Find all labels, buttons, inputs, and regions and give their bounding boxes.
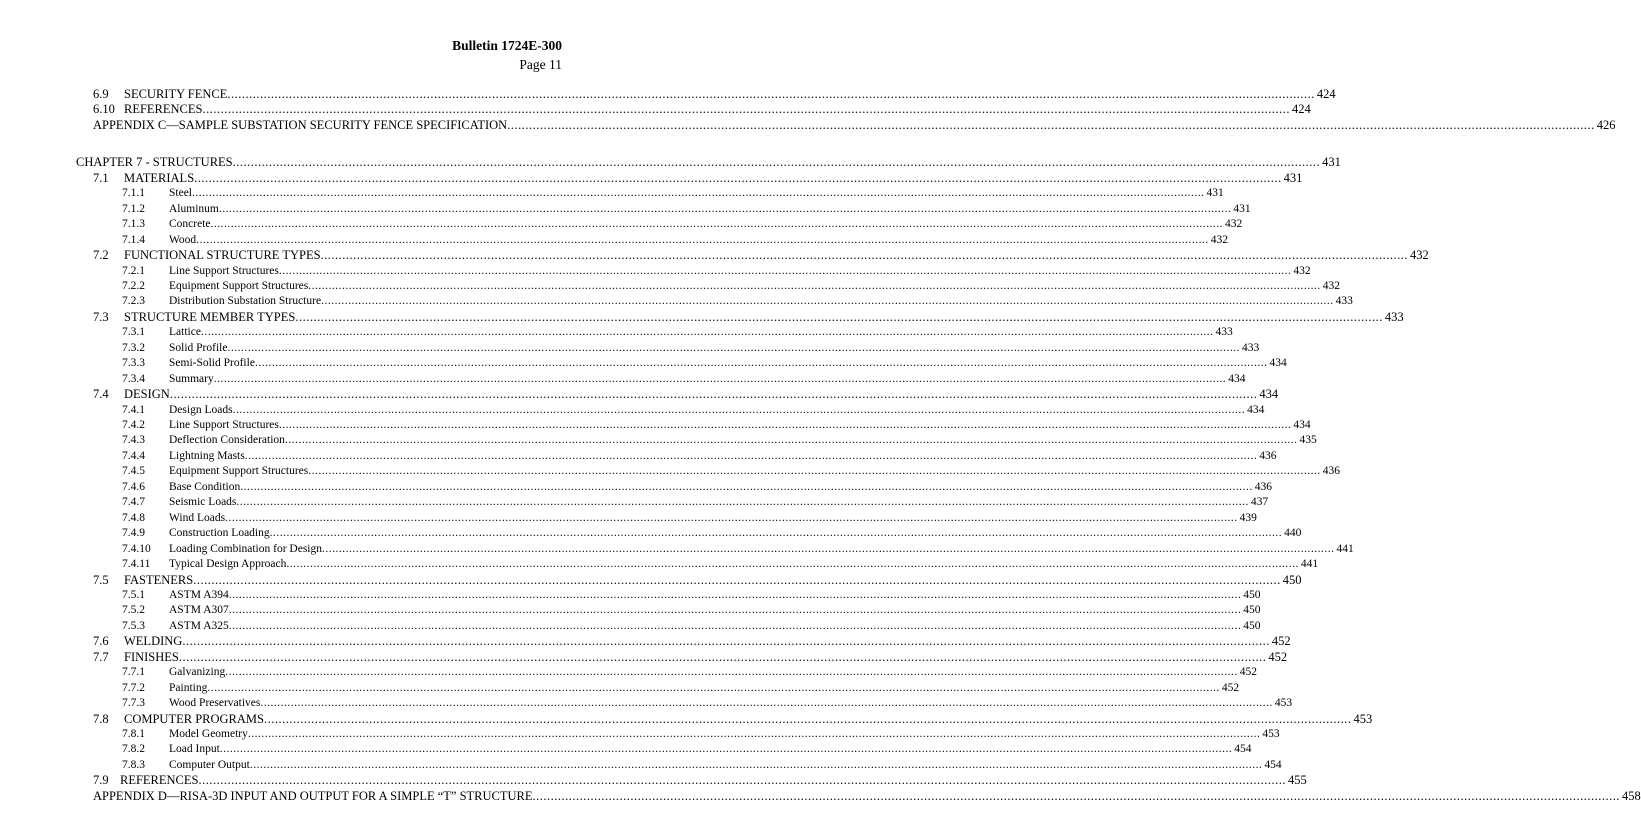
leader-dots: ............................................................................................................................................................................................................................................................................................................ <box>260 697 1273 710</box>
leader-dots: ............................................................................................................................................................................................................................................................................................................ <box>322 542 1335 555</box>
toc-title[interactable]: FASTENERS <box>124 572 194 587</box>
toc-number: 7.4.8 <box>122 511 145 524</box>
toc-number: 7.4.11 <box>122 558 151 571</box>
toc-page-number: 436 <box>1322 465 1341 478</box>
toc-title[interactable]: Concrete <box>169 218 211 231</box>
toc-row <box>0 232 1228 248</box>
toc-row <box>0 101 1311 117</box>
toc-row <box>0 86 1336 102</box>
toc-number: 7.1.2 <box>122 202 145 215</box>
leader-dots: ............................................................................................................................................................................................................................................................................................................ <box>196 233 1209 246</box>
toc-page-number: 426 <box>1596 117 1616 132</box>
leader-dots: ............................................................................................................................................................................................................................................................................................................ <box>532 788 1621 803</box>
toc-row <box>0 170 1303 186</box>
toc-number: 7.4.5 <box>122 465 145 478</box>
toc-title[interactable]: Galvanizing <box>169 666 226 679</box>
toc-number: 7.7.1 <box>122 666 145 679</box>
toc-title[interactable]: ASTM A325 <box>169 619 229 632</box>
toc-number: 7.7.3 <box>122 697 145 710</box>
toc-row <box>0 402 1265 418</box>
leader-dots: ............................................................................................................................................................................................................................................................................................................ <box>219 743 1233 756</box>
toc-title[interactable]: Aluminum <box>169 202 219 215</box>
leader-dots: ............................................................................................................................................................................................................................................................................................................ <box>225 666 1238 679</box>
leader-dots: ............................................................................................................................................................................................................................................................................................................ <box>169 387 1258 402</box>
leader-dots: ............................................................................................................................................................................................................................................................................................................ <box>225 511 1238 524</box>
toc-page-number: 431 <box>1283 170 1303 185</box>
toc-page-number: 450 <box>1243 604 1261 617</box>
leader-dots: ............................................................................................................................................................................................................................................................................................................ <box>218 202 1232 215</box>
leader-dots: ............................................................................................................................................................................................................................................................................................................ <box>213 372 1227 385</box>
toc-title[interactable]: APPENDIX C—SAMPLE SUBSTATION SECURITY FENCE SPECIFICATION <box>93 117 508 132</box>
toc-title[interactable]: Semi-Solid Profile <box>169 357 255 370</box>
leader-dots: ............................................................................................................................................................................................................................................................................................................ <box>308 279 1321 292</box>
toc-page-number: 452 <box>1221 681 1240 694</box>
toc-row <box>0 278 1341 294</box>
toc-row <box>0 602 1261 618</box>
toc-title[interactable]: Seismic Loads <box>169 496 237 509</box>
page-number: Page 11 <box>519 57 562 72</box>
bulletin-number: Bulletin 1724E-300 <box>452 38 562 53</box>
toc-title[interactable]: APPENDIX D—RISA-3D INPUT AND OUTPUT FOR A SIMPLE “T” STRUCTURE <box>93 788 533 803</box>
leader-dots: ............................................................................................................................................................................................................................................................................................................ <box>286 558 1299 571</box>
toc-page-number: 434 <box>1269 357 1287 370</box>
toc-row <box>0 618 1261 634</box>
toc-row <box>0 726 1280 742</box>
toc-page-number: 433 <box>1241 341 1260 354</box>
toc-title[interactable]: Base Condition <box>169 480 241 493</box>
toc-number: 7.4.3 <box>122 434 145 447</box>
toc-page-number: 432 <box>1210 233 1228 246</box>
toc-page-number: 436 <box>1254 480 1272 493</box>
toc-row <box>0 695 1293 711</box>
toc-row <box>0 201 1251 217</box>
leader-dots: ............................................................................................................................................................................................................................................................................................................ <box>200 326 1214 339</box>
toc-row <box>0 117 1616 133</box>
toc-page-number: 434 <box>1247 403 1265 416</box>
leader-dots: ............................................................................................................................................................................................................................................................................................................ <box>228 604 1242 617</box>
toc-number: 7.3.2 <box>122 341 145 354</box>
toc-title[interactable]: WELDING <box>124 634 183 649</box>
toc-number: 7.5.3 <box>122 619 145 632</box>
toc-title[interactable]: FUNCTIONAL STRUCTURE TYPES <box>124 248 321 263</box>
toc-page-number: 440 <box>1284 527 1302 540</box>
toc-row <box>0 757 1282 773</box>
toc-number: 7.5 <box>93 572 109 587</box>
toc-number: 7.8 <box>93 711 109 726</box>
toc-title[interactable]: Distribution Substation Structure <box>169 295 322 308</box>
leader-dots: ............................................................................................................................................................................................................................................................................................................ <box>232 155 1321 170</box>
toc-row <box>0 772 1307 788</box>
leader-dots: ............................................................................................................................................................................................................................................................................................................ <box>202 102 1290 117</box>
leader-dots: ............................................................................................................................................................................................................................................................................................................ <box>247 728 1261 740</box>
leader-dots: ............................................................................................................................................................................................................................................................................................................ <box>198 773 1286 788</box>
leader-dots: ............................................................................................................................................................................................................................................................................................................ <box>228 619 1242 632</box>
toc-title[interactable]: Deflection Consideration <box>169 434 285 447</box>
toc-number: 6.10 <box>93 102 115 117</box>
toc-page-number: 450 <box>1282 572 1302 587</box>
toc-row <box>0 216 1243 232</box>
toc-row <box>0 355 1287 371</box>
toc-page-number: 450 <box>1243 619 1261 632</box>
toc-page-number: 432 <box>1293 264 1311 277</box>
toc-title[interactable]: DESIGN <box>124 387 170 402</box>
toc-row <box>0 479 1272 495</box>
toc-number: 7.8.1 <box>122 728 145 740</box>
toc-page-number: 441 <box>1300 558 1319 571</box>
toc-number: 7.2.3 <box>122 295 145 308</box>
toc-row <box>0 448 1277 464</box>
toc-row <box>0 572 1302 588</box>
toc-number: 7.2.1 <box>122 264 145 277</box>
toc-row <box>0 494 1269 510</box>
toc-row <box>0 263 1311 279</box>
toc-page-number: 431 <box>1233 202 1251 215</box>
toc-number: 7.9 <box>93 773 109 788</box>
toc-page-number: 453 <box>1353 711 1373 726</box>
leader-dots: ............................................................................................................................................................................................................................................................................................................ <box>192 187 1205 200</box>
toc-page-number: 453 <box>1274 697 1293 710</box>
toc-title[interactable]: Wind Loads <box>169 511 226 524</box>
leader-dots: ............................................................................................................................................................................................................................................................................................................ <box>207 681 1220 694</box>
toc-number: 7.8.2 <box>122 743 145 756</box>
toc-number: 7.1.1 <box>122 187 145 200</box>
toc-row <box>0 741 1252 757</box>
leader-dots: ............................................................................................................................................................................................................................................................................................................ <box>236 496 1249 509</box>
toc-page-number: 433 <box>1215 326 1233 339</box>
leader-dots: ............................................................................................................................................................................................................................................................................................................ <box>227 341 1240 354</box>
toc-number: 7.3.1 <box>122 326 145 339</box>
toc-row <box>0 680 1240 696</box>
toc-row <box>0 340 1260 356</box>
toc-title[interactable]: CHAPTER 7 - STRUCTURES <box>76 155 233 170</box>
leader-dots: ............................................................................................................................................................................................................................................................................................................ <box>295 309 1383 324</box>
toc-page-number: 433 <box>1335 295 1353 308</box>
toc-number: 7.4.6 <box>122 480 145 493</box>
leader-dots: ............................................................................................................................................................................................................................................................................................................ <box>227 87 1315 101</box>
toc-title[interactable]: Typical Design Approach <box>169 558 287 571</box>
toc-title[interactable]: Steel <box>169 187 192 200</box>
leader-dots: ............................................................................................................................................................................................................................................................................................................ <box>193 572 1281 587</box>
toc-title[interactable]: Equipment Support Structures <box>169 279 309 292</box>
leader-dots: ............................................................................................................................................................................................................................................................................................................ <box>194 170 1282 185</box>
leader-dots: ............................................................................................................................................................................................................................................................................................................ <box>320 248 1409 263</box>
leader-dots: ............................................................................................................................................................................................................................................................................................................ <box>240 480 1253 493</box>
toc-row <box>0 324 1233 340</box>
toc-page-number: 434 <box>1259 387 1279 402</box>
leader-dots: ............................................................................................................................................................................................................................................................................................................ <box>321 295 1334 308</box>
leader-dots: ............................................................................................................................................................................................................................................................................................................ <box>182 634 1270 649</box>
toc-page-number: 424 <box>1292 102 1311 117</box>
toc-row <box>0 541 1354 557</box>
toc-row <box>0 371 1246 387</box>
toc-number: 6.9 <box>93 87 109 101</box>
toc-number: 7.4.4 <box>122 449 145 462</box>
leader-dots: ............................................................................................................................................................................................................................................................................................................ <box>284 434 1298 447</box>
toc-page-number: 452 <box>1271 634 1291 649</box>
toc-page-number: 436 <box>1259 449 1277 462</box>
toc-row <box>0 417 1311 433</box>
toc-row <box>0 587 1261 603</box>
toc-number: 7.4.7 <box>122 496 145 509</box>
toc-title[interactable]: SECURITY FENCE <box>124 87 228 101</box>
toc-title[interactable]: COMPUTER PROGRAMS <box>124 711 264 726</box>
toc-title[interactable]: Solid Profile <box>169 341 228 354</box>
leader-dots: ............................................................................................................................................................................................................................................................................................................ <box>269 527 1283 540</box>
leader-dots: ............................................................................................................................................................................................................................................................................................................ <box>278 264 1292 277</box>
toc-title[interactable]: FINISHES <box>124 649 179 664</box>
toc-title[interactable]: REFERENCES <box>120 773 199 788</box>
toc-number: 7.2 <box>93 248 109 263</box>
toc-row <box>0 185 1224 201</box>
leader-dots: ............................................................................................................................................................................................................................................................................................................ <box>507 117 1595 132</box>
toc-title[interactable]: Wood Preservatives <box>169 697 261 710</box>
toc-title[interactable]: Model Geometry <box>169 728 248 740</box>
toc-title[interactable]: Lightning Masts <box>169 449 245 462</box>
leader-dots: ............................................................................................................................................................................................................................................................................................................ <box>263 711 1352 726</box>
page-header <box>452 36 562 74</box>
toc-page-number: 432 <box>1225 218 1243 231</box>
leader-dots: ............................................................................................................................................................................................................................................................................................................ <box>178 649 1267 664</box>
toc-page-number: 432 <box>1410 248 1429 263</box>
toc-row <box>0 386 1279 402</box>
leader-dots: ............................................................................................................................................................................................................................................................................................................ <box>244 449 1258 462</box>
toc-number: 7.7 <box>93 649 109 664</box>
toc-row <box>0 463 1341 479</box>
toc-page-number: 431 <box>1206 187 1224 200</box>
toc-row <box>0 154 1341 170</box>
toc-page-number: 454 <box>1234 743 1252 756</box>
toc-row <box>0 309 1404 325</box>
toc-page-number: 458 <box>1622 788 1641 803</box>
toc-title[interactable]: Lattice <box>169 326 201 339</box>
toc-title[interactable]: Computer Output <box>169 758 250 771</box>
toc-page-number: 434 <box>1228 372 1246 385</box>
toc-row <box>0 247 1429 263</box>
toc-title[interactable]: Wood <box>169 233 197 246</box>
toc-number: 7.3.4 <box>122 372 145 385</box>
toc-number: 7.1.4 <box>122 233 145 246</box>
toc-page-number: 453 <box>1262 728 1280 740</box>
toc-row <box>0 649 1288 665</box>
toc-number: 7.2.2 <box>122 279 145 292</box>
toc-title[interactable]: MATERIALS <box>124 170 195 185</box>
toc-page-number: 431 <box>1322 155 1341 170</box>
toc-row <box>0 711 1373 727</box>
leader-dots: ............................................................................................................................................................................................................................................................................................................ <box>210 218 1224 231</box>
leader-dots: ............................................................................................................................................................................................................................................................................................................ <box>232 403 1246 416</box>
toc-title[interactable]: Design Loads <box>169 403 233 416</box>
toc-row <box>0 510 1257 526</box>
toc-page-number: 441 <box>1336 542 1354 555</box>
toc-page-number: 435 <box>1299 434 1317 447</box>
toc-number: 7.7.2 <box>122 681 145 694</box>
toc-title[interactable]: ASTM A394 <box>169 588 229 601</box>
toc-number: 7.4.10 <box>122 542 151 555</box>
toc-page-number: 450 <box>1243 588 1261 601</box>
toc-row <box>0 556 1319 572</box>
leader-dots: ............................................................................................................................................................................................................................................................................................................ <box>254 357 1268 370</box>
toc-page-number: 452 <box>1239 666 1257 679</box>
toc-title[interactable]: REFERENCES <box>124 102 203 117</box>
toc-title[interactable]: Equipment Support Structures <box>169 465 309 478</box>
toc-number: 7.8.3 <box>122 758 145 771</box>
toc-title[interactable]: STRUCTURE MEMBER TYPES <box>124 309 296 324</box>
toc-number: 7.4.1 <box>122 403 145 416</box>
toc-page-number: 424 <box>1316 87 1336 101</box>
leader-dots: ............................................................................................................................................................................................................................................................................................................ <box>278 419 1292 431</box>
toc-title[interactable]: Load Input <box>169 743 220 756</box>
toc-page-number: 433 <box>1384 309 1404 324</box>
toc-number: 7.4.2 <box>122 419 145 431</box>
toc-page-number: 432 <box>1322 279 1341 292</box>
toc-title[interactable]: Construction Loading <box>169 527 270 540</box>
toc-page-number: 455 <box>1288 773 1307 788</box>
toc-row <box>0 293 1353 309</box>
toc-title[interactable]: Line Support Structures <box>169 419 279 431</box>
toc-row <box>0 788 1641 804</box>
toc-title[interactable]: Loading Combination for Design <box>169 542 322 555</box>
toc-number: 7.4.9 <box>122 527 145 540</box>
toc-page-number: 452 <box>1268 649 1288 664</box>
leader-dots: ............................................................................................................................................................................................................................................................................................................ <box>228 588 1242 601</box>
toc-title[interactable]: Painting <box>169 681 208 694</box>
toc-title[interactable]: Summary <box>169 372 214 385</box>
leader-dots: ............................................................................................................................................................................................................................................................................................................ <box>308 465 1321 478</box>
toc-page-number: 437 <box>1250 496 1269 509</box>
toc-number: 7.3 <box>93 309 109 324</box>
toc-number: 7.5.1 <box>122 588 145 601</box>
toc-number: 7.4 <box>93 387 109 402</box>
toc-number: 7.1 <box>93 170 109 185</box>
leader-dots: ............................................................................................................................................................................................................................................................................................................ <box>249 758 1263 771</box>
toc-number: 7.6 <box>93 634 109 649</box>
toc-row <box>0 633 1291 649</box>
toc-number: 7.5.2 <box>122 604 145 617</box>
toc-row <box>0 664 1257 680</box>
toc-number: 7.3.3 <box>122 357 145 370</box>
toc-number: 7.1.3 <box>122 218 145 231</box>
toc-row <box>0 432 1317 448</box>
toc-row <box>0 525 1302 541</box>
toc-page-number: 454 <box>1264 758 1282 771</box>
toc-page-number: 439 <box>1239 511 1257 524</box>
toc-page-number: 434 <box>1293 419 1311 431</box>
toc-title[interactable]: ASTM A307 <box>169 604 229 617</box>
toc-title[interactable]: Line Support Structures <box>169 264 279 277</box>
